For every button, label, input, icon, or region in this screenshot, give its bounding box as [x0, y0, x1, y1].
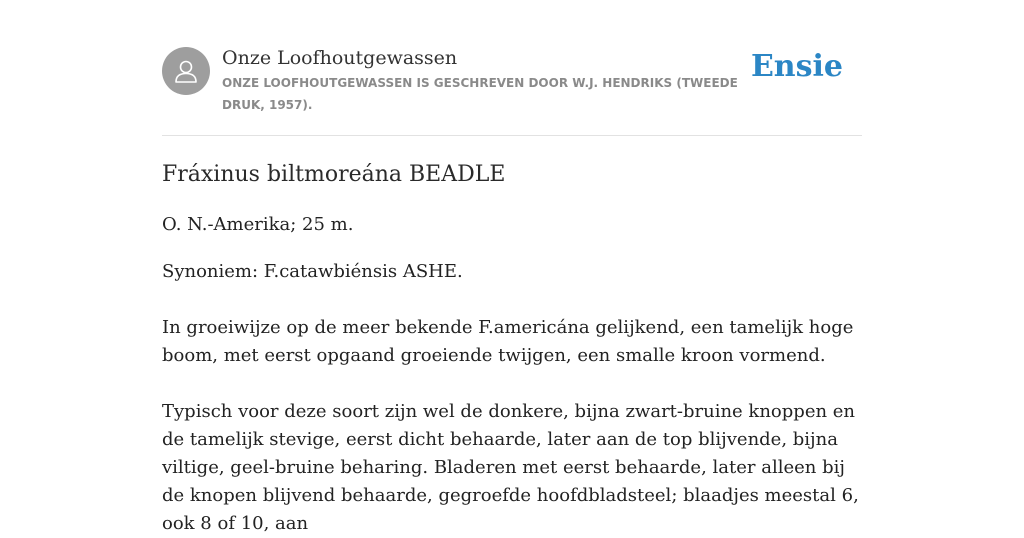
- source-avatar[interactable]: [162, 47, 210, 95]
- article-region: O. N.-Amerika; 25 m.: [162, 214, 354, 235]
- article-synonym: Synoniem: F.catawbiénsis ASHE.: [162, 261, 463, 282]
- article-paragraph: In groeiwijze op de meer bekende F.americána gelijkend, een tamelijk hoge boom, met eerst opgaand groeiende twijgen, een smalle kroon vormend.: [162, 317, 854, 366]
- article-paragraph: Typisch voor deze soort zijn wel de donkere, bijna zwart-bruine knoppen en de tamelijk stevige, eerst dicht behaarde, later aan de top blijvende, bijna viltige, geel-bruine beharing. Bladeren met eerst behaarde, later alleen bij de knopen blijvend behaarde, gegroefde hoofdbladsteel; blaadjes meestal 6, ook 8 of 10, aan: [162, 401, 859, 534]
- article-body: [162, 160, 862, 538]
- article-title: Fráxinus biltmoreána BEADLE: [162, 162, 506, 187]
- source-header: [162, 44, 862, 136]
- user-silhouette-icon: [162, 47, 210, 95]
- header-divider: [162, 135, 862, 136]
- source-description: ONZE LOOFHOUTGEWASSEN IS GESCHREVEN DOOR W.J. HENDRIKS (TWEEDE DRUK, 1957).: [222, 76, 738, 112]
- source-title[interactable]: Onze Loofhoutgewassen: [222, 47, 458, 69]
- brand-logo[interactable]: Ensie: [750, 49, 843, 84]
